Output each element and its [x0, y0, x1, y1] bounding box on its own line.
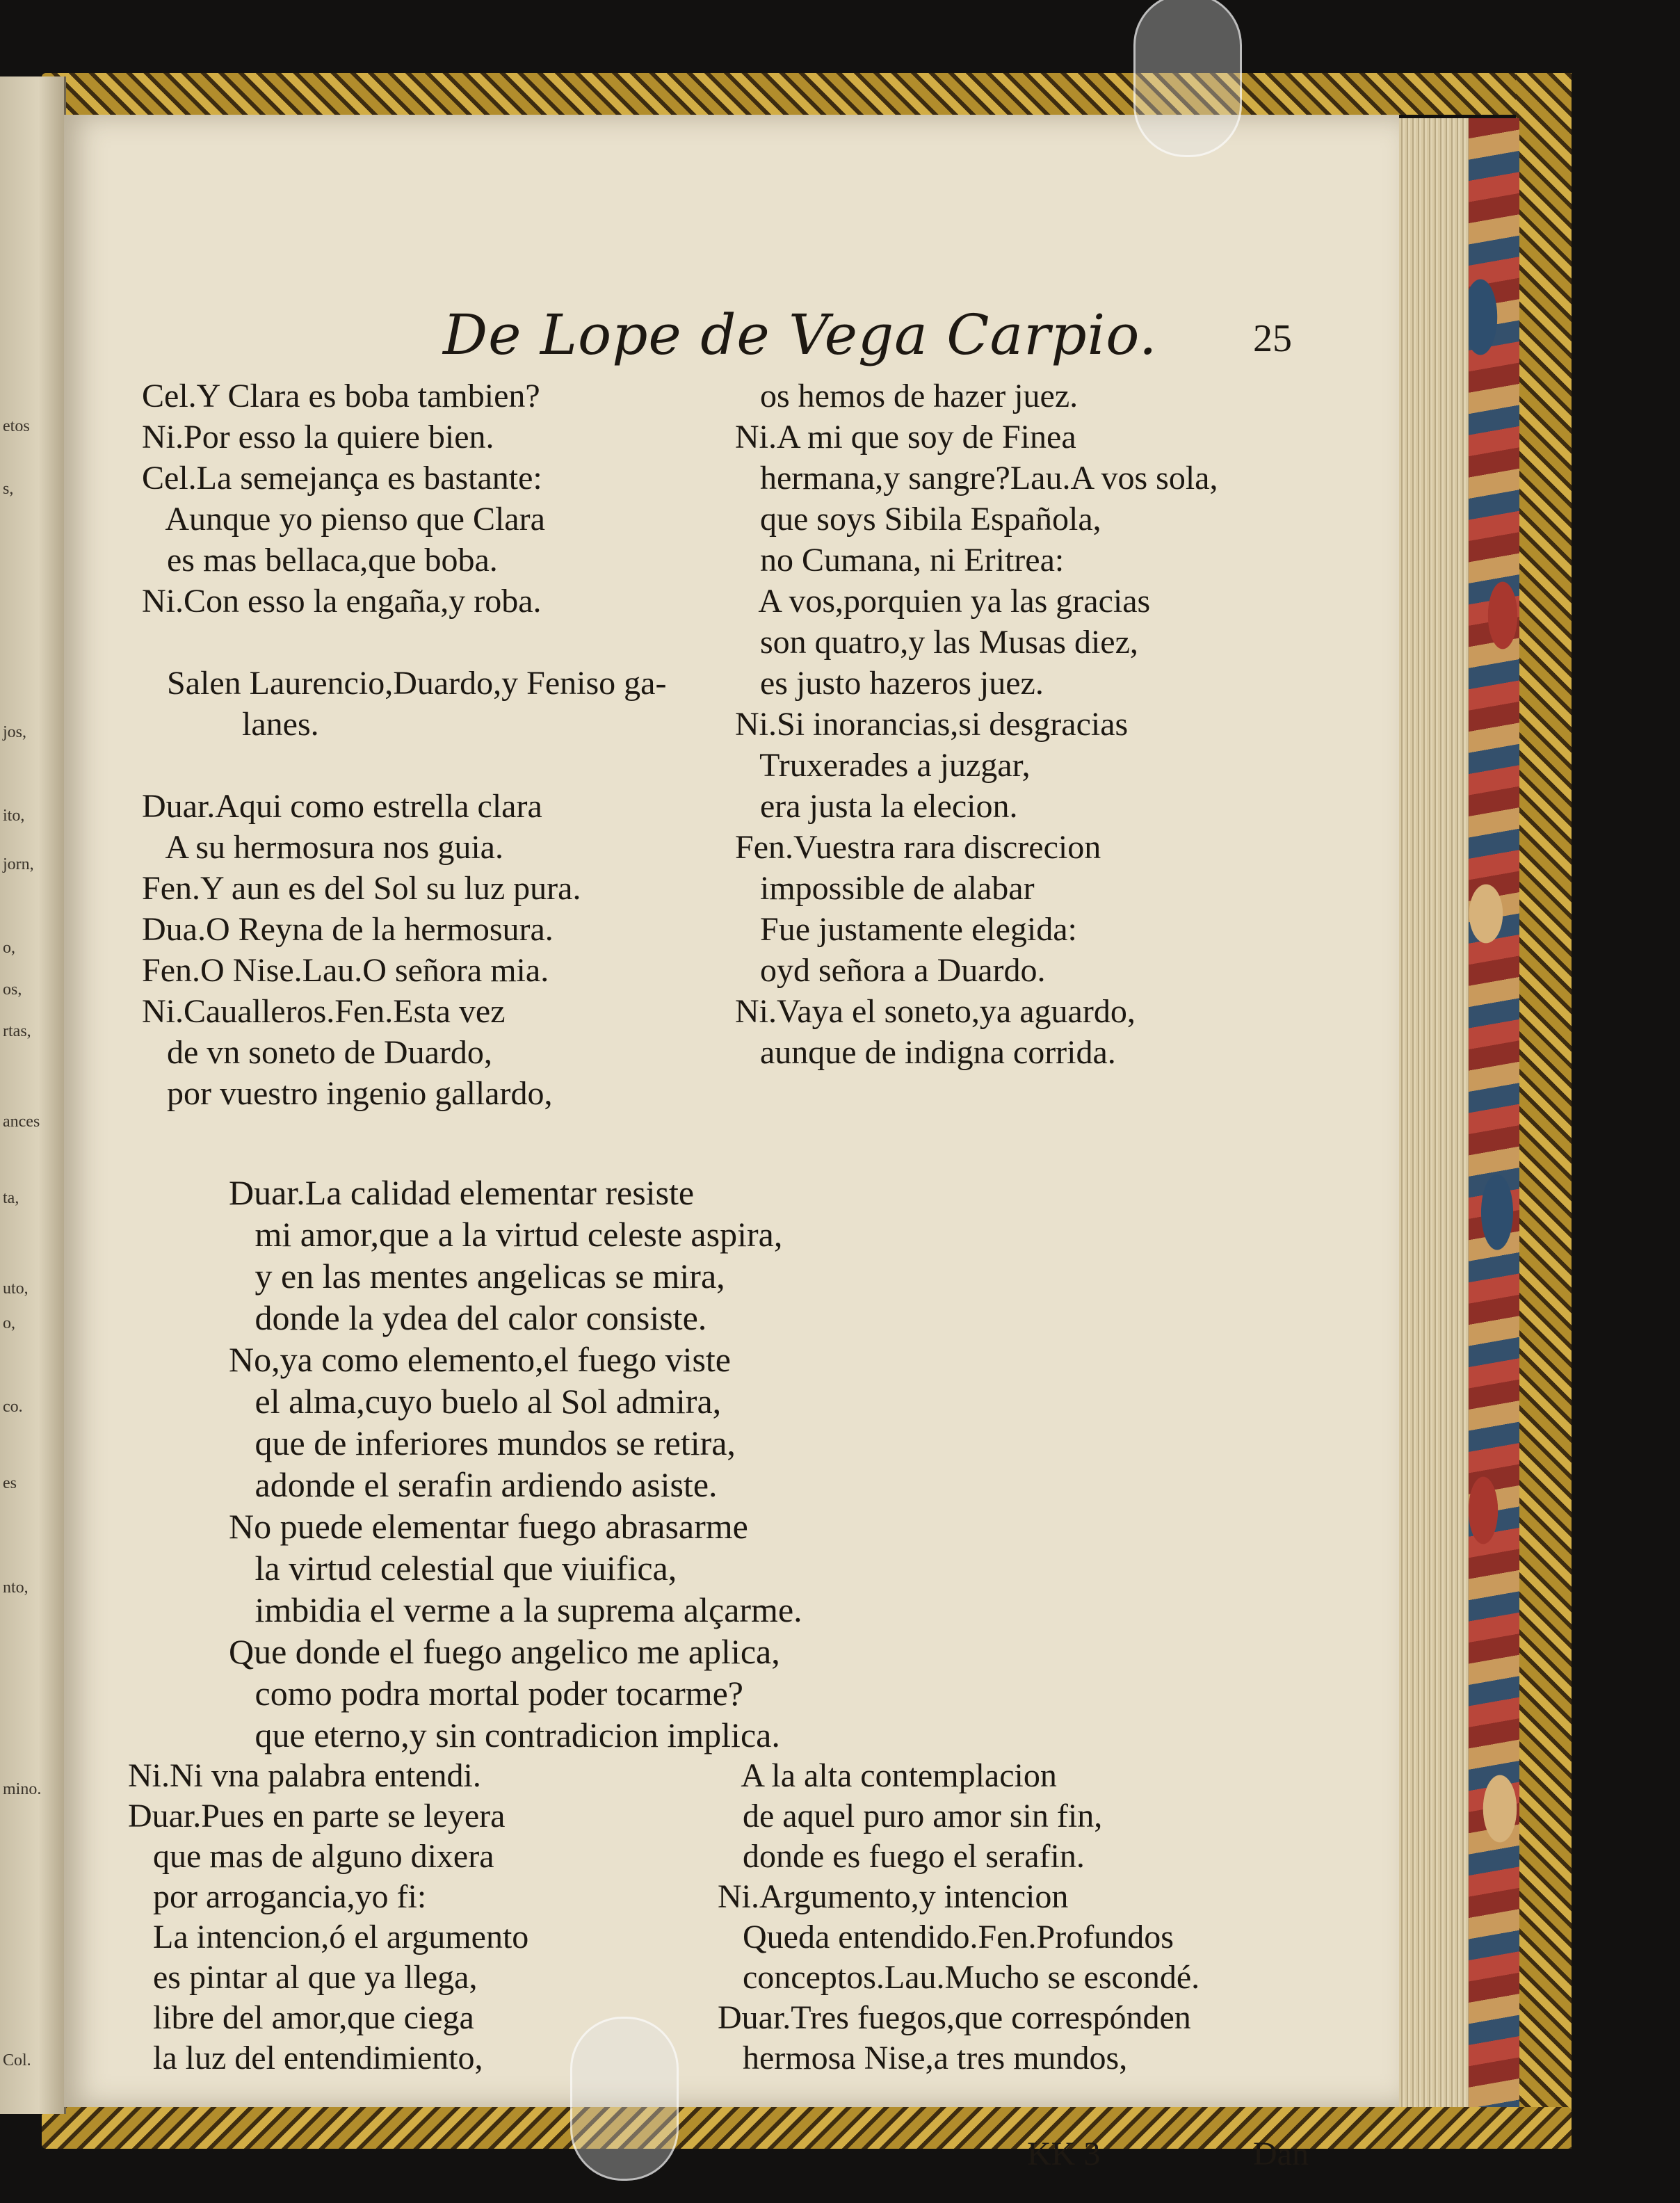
facing-page-fragment: etos: [3, 417, 30, 435]
left-column: [142, 376, 666, 1114]
page-fore-edge: [1398, 118, 1469, 2107]
sonnet-line: No puede elementar fuego abrasarme: [229, 1507, 748, 1546]
right-column: [735, 376, 1218, 1073]
verse-line: Duar.Pues en parte se leyera: [128, 1798, 506, 1834]
verse-line: Fen.Vuestra rara discrecion: [735, 829, 1101, 866]
page-number: 25: [1253, 317, 1292, 360]
verse-line: Cel.Y Clara es boba tambien?: [142, 378, 540, 414]
verse-line: os hemos de hazer juez.: [735, 378, 1079, 414]
verse-line: Ni.Vaya el soneto,ya aguardo,: [735, 993, 1136, 1030]
verse-line: Dua.O Reyna de la hermosura.: [142, 911, 554, 948]
verse-line: Ni.Por esso la quiere bien.: [142, 419, 494, 455]
sonnet-line: el alma,cuyo buelo al Sol admira,: [229, 1382, 722, 1421]
verse-line: de aquel puro amor sin fin,: [718, 1798, 1103, 1834]
verse-line: hermana,y sangre?Lau.A vos sola,: [735, 460, 1218, 497]
verse-line: Salen Laurencio,Duardo,y Feniso ga-: [142, 665, 667, 702]
book-page: [64, 115, 1399, 2172]
sonnet-block: [229, 1172, 802, 1756]
marbled-endpaper: [1464, 118, 1519, 2107]
verse-line: oyd señora a Duardo.: [735, 952, 1046, 989]
verse-line: A vos,porquien ya las gracias: [735, 583, 1151, 620]
verse-line: Ni.Con esso la engaña,y roba.: [142, 583, 542, 620]
verse-line: lanes.: [142, 706, 319, 743]
facing-page-fragment: es: [3, 1474, 17, 1492]
verse-line: Ni.Si inorancias,si desgracias: [735, 706, 1129, 743]
verse-line: por arrogancia,yo fi:: [128, 1878, 427, 1915]
facing-page-fragment: s,: [3, 480, 14, 498]
verse-line: Aunque yo pienso que Clara: [142, 501, 545, 538]
sonnet-line: adonde el serafin ardiendo asiste.: [229, 1465, 718, 1504]
running-head: De Lope de Vega Carpio.: [443, 302, 1158, 367]
catchword: Dan: [1253, 2136, 1309, 2172]
verse-line: A la alta contemplacion: [718, 1757, 1057, 1794]
page-clip-top: [1133, 0, 1242, 157]
verse-line: Ni.A mi que soy de Finea: [735, 419, 1076, 455]
verse-line: por vuestro ingenio gallardo,: [142, 1075, 553, 1112]
verse-line: Ni.Argumento,y intencion: [718, 1878, 1069, 1915]
sonnet-line: la virtud celestial que viuifica,: [229, 1549, 677, 1588]
verse-line: hermosa Nise,a tres mundos,: [718, 2040, 1128, 2076]
verse-line: [142, 622, 666, 663]
verse-line: conceptos.Lau.Mucho se escondé.: [718, 1959, 1200, 1996]
facing-page-fragment: o,: [3, 939, 15, 957]
sonnet-line: Que donde el fuego angelico me aplica,: [229, 1632, 780, 1671]
facing-page-fragment: os,: [3, 981, 22, 999]
sonnet-line: No,ya como elemento,el fuego viste: [229, 1340, 731, 1379]
facing-page-fragment: rtas,: [3, 1022, 31, 1040]
sonnet-line: mi amor,que a la virtud celeste aspira,: [229, 1215, 783, 1254]
verse-line: que mas de alguno dixera: [128, 1838, 494, 1875]
gilt-border-right: [1516, 73, 1572, 2149]
signature-mark: KK 3: [1027, 2136, 1101, 2172]
verse-line: Fen.Y aun es del Sol su luz pura.: [142, 870, 581, 907]
sonnet-line: donde la ydea del calor consiste.: [229, 1298, 707, 1337]
sonnet-line: imbidia el verme a la suprema alçarme.: [229, 1590, 802, 1629]
verse-line: Cel.La semejança es bastante:: [142, 460, 542, 497]
verse-line: libre del amor,que ciega: [128, 1999, 474, 2036]
sonnet-line: que de inferiores mundos se retira,: [229, 1423, 736, 1462]
verse-line: no Cumana, ni Eritrea:: [735, 542, 1065, 579]
verse-line: Queda entendido.Fen.Profundos: [718, 1919, 1174, 1955]
verse-line: aunque de indigna corrida.: [735, 1034, 1116, 1071]
facing-page-fragment: jorn,: [3, 855, 34, 873]
facing-page-fragment: mino.: [3, 1780, 42, 1798]
facing-page-fragment: uto,: [3, 1280, 29, 1298]
gilt-border-top: [42, 73, 1572, 115]
verse-line: donde es fuego el serafin.: [718, 1838, 1085, 1875]
gilt-border-bottom: [42, 2107, 1572, 2149]
lower-left-column: [128, 1756, 528, 2079]
verse-line: es mas bellaca,que boba.: [142, 542, 498, 579]
verse-line: era justa la elecion.: [735, 788, 1018, 825]
verse-line: son quatro,y las Musas diez,: [735, 624, 1138, 661]
sonnet-line: como podra mortal poder tocarme?: [229, 1674, 743, 1713]
verse-line: es justo hazeros juez.: [735, 665, 1044, 702]
facing-page-fragment: o,: [3, 1314, 15, 1332]
verse-line: que soys Sibila Española,: [735, 501, 1101, 538]
verse-line: Fue justamente elegida:: [735, 911, 1077, 948]
facing-page-edge: [0, 76, 66, 2114]
verse-line: de vn soneto de Duardo,: [142, 1034, 492, 1071]
verse-line: Duar.Aqui como estrella clara: [142, 788, 542, 825]
facing-page-fragment: ta,: [3, 1189, 19, 1207]
lower-right-column: [718, 1756, 1200, 2079]
verse-line: A su hermosura nos guia.: [142, 829, 503, 866]
verse-line: Duar.Tres fuegos,que correspónden: [718, 1999, 1191, 2036]
facing-page-fragment: co.: [3, 1398, 23, 1416]
facing-page-fragment: ances: [3, 1113, 40, 1131]
verse-line: impossible de alabar: [735, 870, 1035, 907]
facing-page-fragment: nto,: [3, 1579, 29, 1597]
facing-page-fragment: ito,: [3, 807, 25, 825]
page-clip-bottom: [570, 2017, 679, 2181]
verse-line: Ni.Ni vna palabra entendi.: [128, 1757, 481, 1794]
verse-line: Ni.Caualleros.Fen.Esta vez: [142, 993, 506, 1030]
verse-line: Truxerades a juzgar,: [735, 747, 1031, 784]
verse-line: Fen.O Nise.Lau.O señora mia.: [142, 952, 549, 989]
verse-line: es pintar al que ya llega,: [128, 1959, 478, 1996]
verse-line: [142, 745, 666, 786]
sonnet-line: y en las mentes angelicas se mira,: [229, 1257, 725, 1296]
sonnet-line: Duar.La calidad elementar resiste: [229, 1173, 695, 1212]
facing-page-fragment: Col.: [3, 2051, 31, 2069]
verse-line: la luz del entendimiento,: [128, 2040, 483, 2076]
verse-line: La intencion,ó el argumento: [128, 1919, 529, 1955]
facing-page-fragment: jos,: [3, 723, 27, 741]
sonnet-line: que eterno,y sin contradicion implica.: [229, 1716, 780, 1754]
